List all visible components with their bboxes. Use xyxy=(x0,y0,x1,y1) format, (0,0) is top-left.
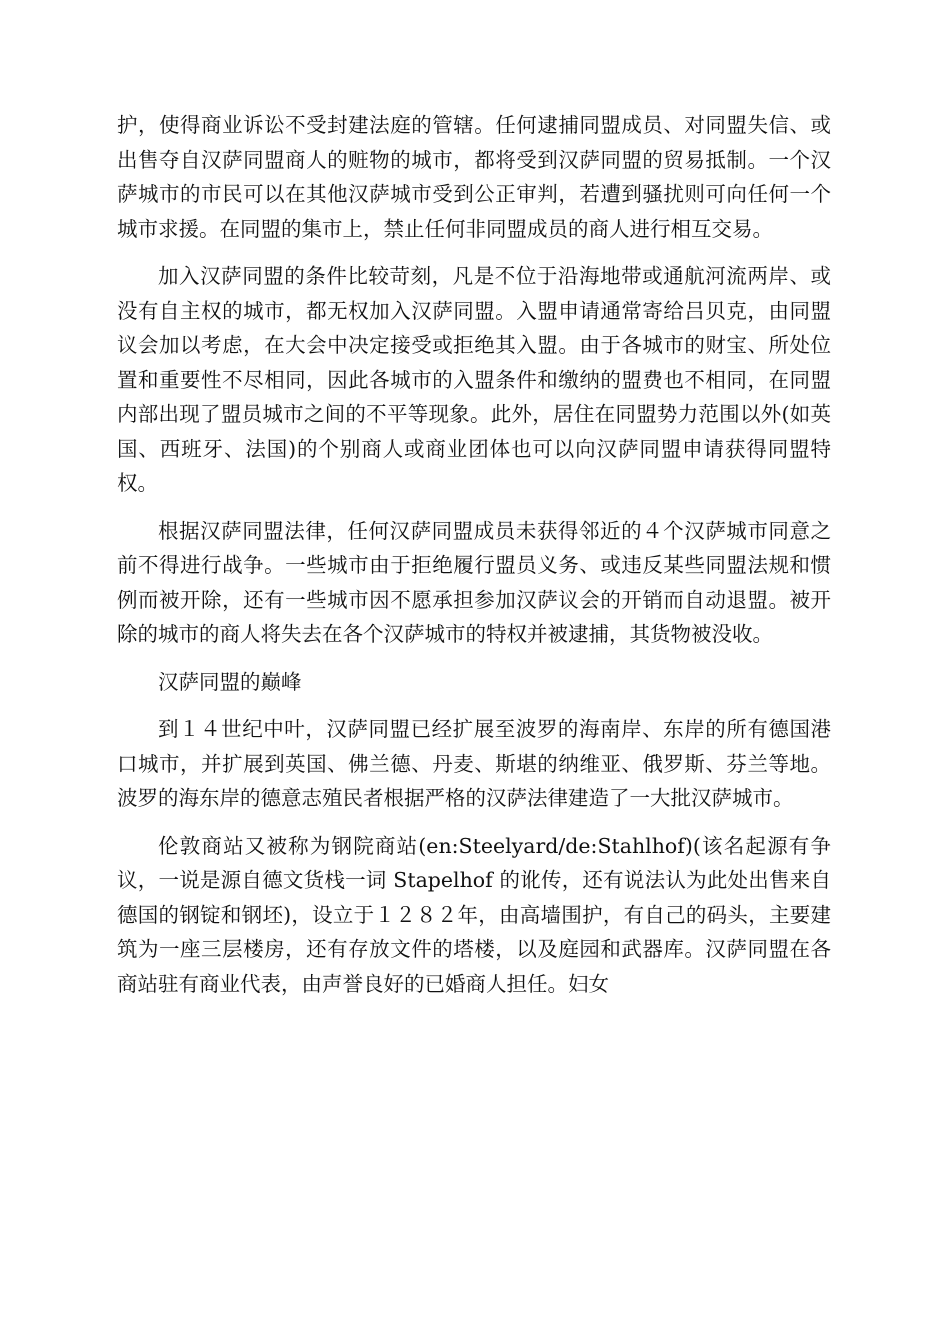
section-heading: 汉萨同盟的巅峰 xyxy=(158,669,302,694)
paragraph-league-law: 根据汉萨同盟法律，任何汉萨同盟成员未获得邻近的４个汉萨城市同意之前不得进行战争。一些城市由于拒绝履行盟员义务、或违反某些同盟法规和惯例而被开除，还有一些城市因不愿承担参加汉萨议会的开销而自动退盟。被开除的城市的商人将失去在各个汉萨城市的特权并被逮捕，其货物被没收。 xyxy=(117,518,831,646)
paragraph-london-steelyard: 伦敦商站又被称为钢院商站(en:Steelyard/de:Stahlhof)(该名起源有争议，一说是源自德文货栈一词 Stapelhof 的讹传，还有说法认为此处出售来自德国的钢锭和钢坯)，设立于１２８２年，由高墙围护，有自己的码头，主要建筑为一座三层楼房，还有存放文件的塔楼，以及庭园和武器库。汉萨同盟在各商站驻有商业代表，由声誉良好的已婚商人担任。妇女 xyxy=(117,833,831,996)
paragraph-membership-conditions: 加入汉萨同盟的条件比较苛刻，凡是不位于沿海地带或通航河流两岸、或没有自主权的城市，都无权加入汉萨同盟。入盟申请通常寄给吕贝克，由同盟议会加以考虑，在大会中决定接受或拒绝其入盟。由于各城市的财宝、所处位置和重要性不尽相同，因此各城市的入盟条件和缴纳的盟费也不相同，在同盟内部出现了盟员城市之间的不平等现象。此外，居住在同盟势力范围以外(如英国、西班牙、法国)的个别商人或商业团体也可以向汉萨同盟申请获得同盟特权。 xyxy=(117,264,831,495)
paragraph-expansion: 到１４世纪中叶，汉萨同盟已经扩展至波罗的海南岸、东岸的所有德国港口城市，并扩展到英国、佛兰德、丹麦、斯堪的纳维亚、俄罗斯、芬兰等地。波罗的海东岸的德意志殖民者根据严格的汉萨法律建造了一大批汉萨城市。 xyxy=(117,717,831,810)
paragraph-continuation: 护，使得商业诉讼不受封建法庭的管辖。任何逮捕同盟成员、对同盟失信、或出售夺自汉萨同盟商人的赃物的城市，都将受到汉萨同盟的贸易抵制。一个汉萨城市的市民可以在其他汉萨城市受到公正审判，若遭到骚扰则可向任何一个城市求援。在同盟的集市上，禁止任何非同盟成员的商人进行相互交易。 xyxy=(117,113,831,241)
document-page xyxy=(117,108,831,1014)
